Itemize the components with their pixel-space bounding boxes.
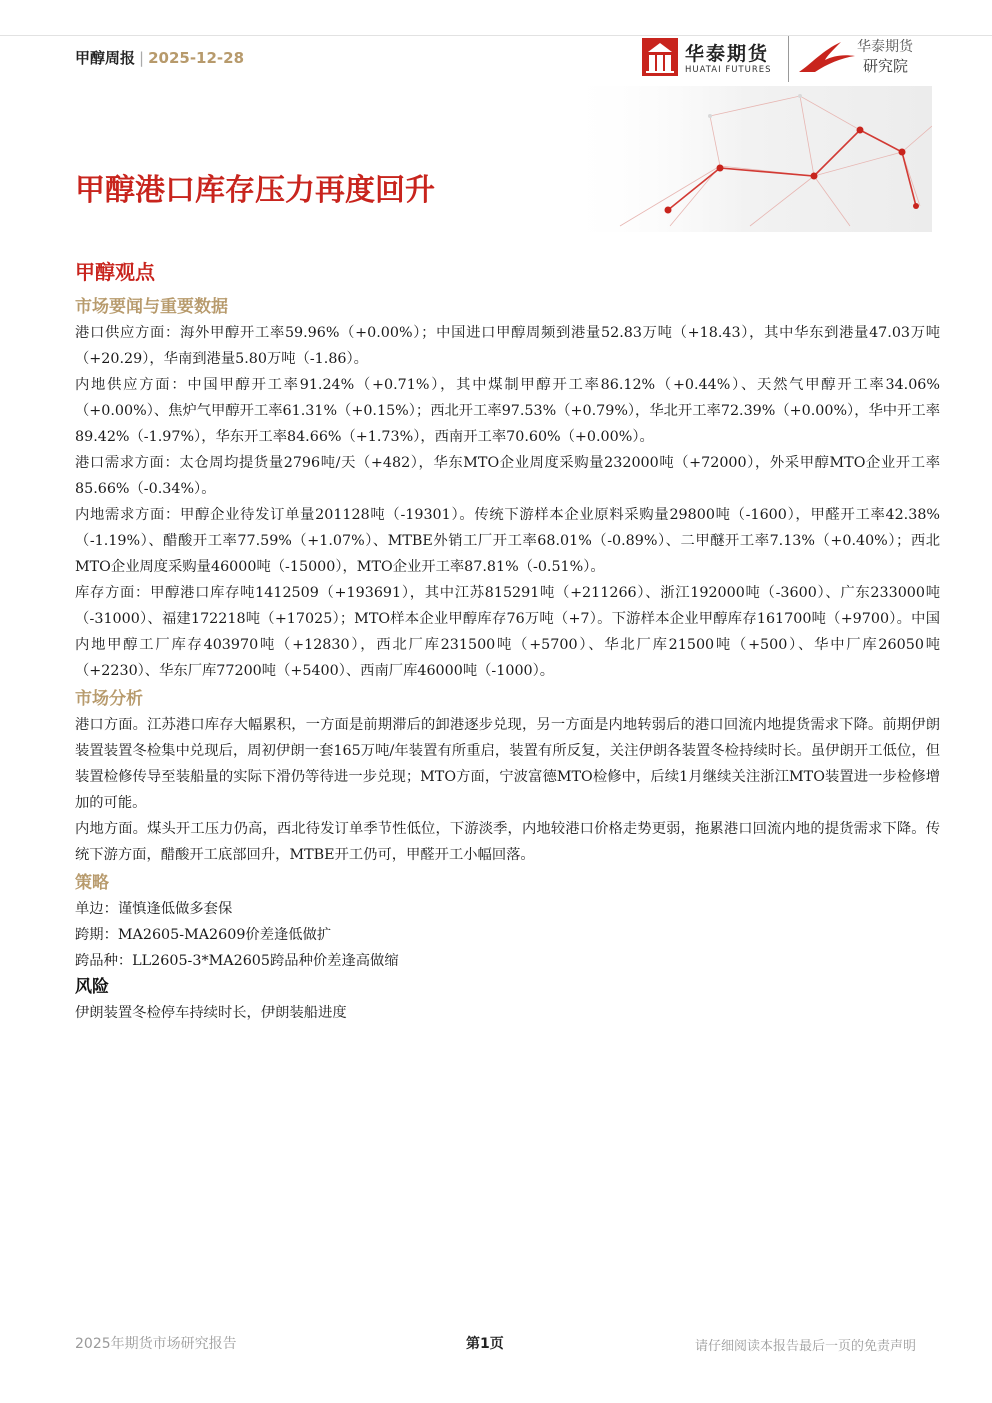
footer-report-name: 2025年期货市场研究报告 [75, 1336, 237, 1352]
network-banner-graphic [560, 86, 932, 232]
header-separator: | [139, 49, 145, 67]
research-institute-logo [797, 36, 927, 82]
report-date: 2025-12-28 [148, 49, 245, 67]
huatai-futures-logo [642, 38, 782, 78]
port-analysis-paragraph: 港口方面。江苏港口库存大幅累积，一方面是前期滞后的卸港逐步兑现，另一方面是内地转弱后的港口回流内地提货需求下降。前期伊朗装置装置冬检集中兑现后，周初伊朗一套165万吨/年装置有所重启，装置有所反复，关注伊朗各装置冬检持续时长。虽伊朗开工低位，但装置检修传导至装船量的实际下滑仍等待进一步兑现；MTO方面，宁波富德MTO检修中，后续1月继续关注浙江MTO装置进一步检修增加的可能。 [75, 717, 940, 811]
report-body [75, 258, 940, 1026]
strategy-heading: 策略 [75, 873, 109, 893]
huatai-logo-cn: 华泰期货 [685, 43, 770, 65]
market-analysis-heading: 市场分析 [75, 689, 143, 709]
risk-text: 伊朗装置冬检停车持续时长，伊朗装船进度 [75, 1005, 347, 1021]
institute-line2: 研究院 [863, 57, 909, 75]
strategy-item: 跨期：MA2605-MA2609价差逢低做扩 [75, 927, 332, 943]
logo-divider [788, 36, 789, 82]
page-title: 甲醇港口库存压力再度回升 [75, 173, 435, 208]
strategy-item: 跨品种：LL2605-3*MA2605跨品种价差逢高做缩 [75, 953, 399, 969]
inland-demand-paragraph: 内地需求方面：甲醇企业待发订单量201128吨（-19301）。传统下游样本企业原料采购量29800吨（-1600），甲醛开工率42.38%（-1.19%）、醋酸开工率77.59%（+1.07%）、MTBE外销工厂开工率68.01%（-0.89%）、二甲醚开工率7.13%（+0.40%）；西北MTO企业周度采购量46000吨（-15000），MTO企业开工率87.81%（-0.51%）。 [75, 507, 940, 575]
market-news-heading: 市场要闻与重要数据 [75, 297, 228, 317]
section-methanol-view: 甲醇观点 [75, 260, 155, 284]
port-supply-paragraph: 港口供应方面：海外甲醇开工率59.96%（+0.00%）；中国进口甲醇周频到港量52.83万吨（+18.43），其中华东到港量47.03万吨（+20.29），华南到港量5.80万吨（-1.86）。 [75, 325, 940, 367]
inland-supply-paragraph: 内地供应方面：中国甲醇开工率91.24%（+0.71%），其中煤制甲醇开工率86.12%（+0.44%）、天然气甲醇开工率34.06%（+0.00%）、焦炉气甲醇开工率61.31%（+0.15%）；西北开工率97.53%（+0.79%），华北开工率72.39%（+0.00%），华中开工率89.42%（-1.97%），华东开工率84.66%（+1.73%），西南开工率70.60%（+0.00%）。 [75, 377, 940, 445]
page-number: 第1页 [466, 1336, 504, 1352]
disclaimer-note: 请仔细阅读本报告最后一页的免责声明 [694, 1339, 916, 1354]
strategy-item: 单边：谨慎逢低做多套保 [75, 901, 233, 917]
institute-bird-icon [797, 38, 859, 76]
inland-analysis-paragraph: 内地方面。煤头开工压力仍高，西北待发订单季节性低位，下游淡季，内地较港口价格走势更弱，拖累港口回流内地的提货需求下降。传统下游方面，醋酸开工底部回升，MTBE开工仍可，甲醛开工小幅回落。 [75, 821, 940, 863]
institute-line1: 华泰期货 [857, 39, 913, 55]
report-name: 甲醇周报 [75, 49, 136, 67]
huatai-mark-icon [642, 38, 678, 76]
page-footer [0, 1333, 992, 1355]
inventory-paragraph: 库存方面：甲醇港口库存吨1412509（+193691），其中江苏815291吨（+211266）、浙江192000吨（-3600）、广东233000吨（-31000）、福建172218吨（+17025）；MTO样本企业甲醇库存76万吨（+7）。下游样本企业甲醇库存161700吨（+9700）。中国内地甲醇工厂库存403970吨（+12830），西北厂库231500吨（+5700）、华北厂库21500吨（+500）、华中厂库26050吨（+2230）、华东厂库77200吨（+5400）、西南厂库46000吨（-1000）。 [75, 585, 940, 679]
risk-heading: 风险 [75, 977, 109, 997]
huatai-logo-en: HUATAI FUTURES [685, 65, 772, 75]
port-demand-paragraph: 港口需求方面：太仓周均提货量2796吨/天（+482），华东MTO企业周度采购量232000吨（+72000），外采甲醇MTO企业开工率85.66%（-0.34%）。 [75, 455, 940, 497]
report-header [75, 48, 244, 68]
